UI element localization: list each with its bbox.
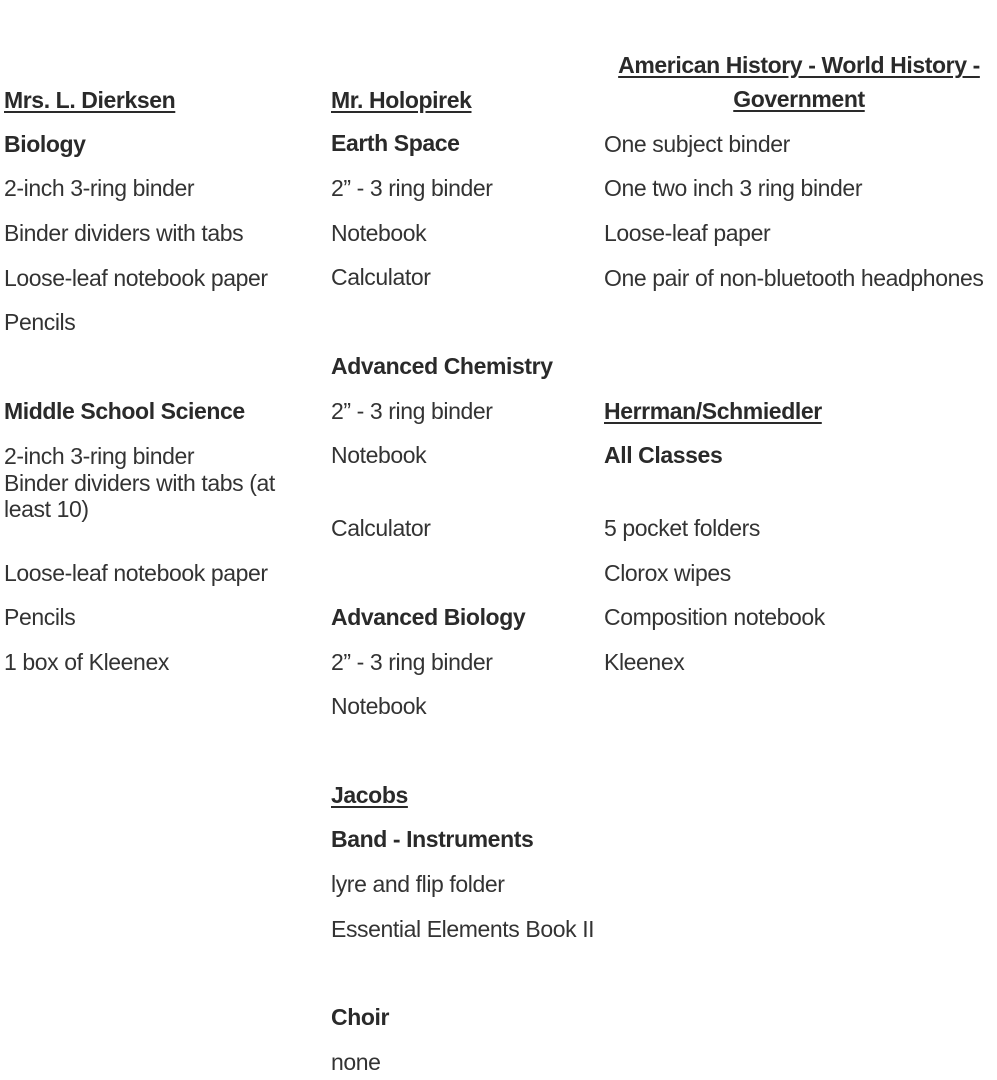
list-item: Notebook [331, 693, 427, 719]
list-item: Notebook [331, 442, 427, 468]
list-item: Calculator [331, 264, 431, 290]
subject-advanced-biology: Advanced Biology [331, 604, 526, 630]
list-item: Binder dividers with tabs (at least 10) [4, 470, 275, 522]
list-item: Loose-leaf paper [604, 220, 771, 246]
list-item: Kleenex [604, 649, 685, 675]
subject-heading-government: Government [733, 86, 865, 112]
list-item: 2” - 3 ring binder [331, 175, 493, 201]
subject-earth-space: Earth Space [331, 130, 460, 156]
list-item: 2” - 3 ring binder [331, 649, 493, 675]
subject-biology: Biology [4, 131, 86, 157]
list-item: lyre and flip folder [331, 871, 505, 897]
list-item: 2” - 3 ring binder [331, 398, 493, 424]
list-item: Loose-leaf notebook paper [4, 560, 268, 586]
teacher-name-holopirek: Mr. Holopirek [331, 87, 472, 113]
list-item: Loose-leaf notebook paper [4, 265, 268, 291]
teacher-name-jacobs: Jacobs [331, 782, 408, 808]
subject-all-classes: All Classes [604, 442, 723, 468]
list-item: Clorox wipes [604, 560, 731, 586]
subject-band-instruments: Band - Instruments [331, 826, 534, 852]
teacher-name-dierksen: Mrs. L. Dierksen [4, 87, 176, 113]
list-item: Calculator [331, 515, 431, 541]
list-item: Binder dividers with tabs [4, 220, 244, 246]
subject-middle-school-science: Middle School Science [4, 398, 245, 424]
teacher-name-herrman-schmiedler: Herrman/Schmiedler [604, 398, 822, 424]
list-item: none [331, 1049, 381, 1075]
list-item: One subject binder [604, 131, 790, 157]
list-item: Composition notebook [604, 604, 825, 630]
list-item: One pair of non-bluetooth headphones [604, 265, 984, 291]
list-item: 2-inch 3-ring binder [4, 443, 195, 469]
list-item: 2-inch 3-ring binder [4, 175, 195, 201]
subject-heading-history: American History - World History - [618, 52, 980, 78]
list-item: Pencils [4, 309, 76, 335]
list-item: 5 pocket folders [604, 515, 760, 541]
list-item: 1 box of Kleenex [4, 649, 169, 675]
subject-advanced-chemistry: Advanced Chemistry [331, 353, 553, 379]
list-item: Pencils [4, 604, 76, 630]
subject-choir: Choir [331, 1004, 390, 1030]
list-item: Notebook [331, 220, 427, 246]
list-item: Essential Elements Book II [331, 916, 595, 942]
list-item: One two inch 3 ring binder [604, 175, 863, 201]
